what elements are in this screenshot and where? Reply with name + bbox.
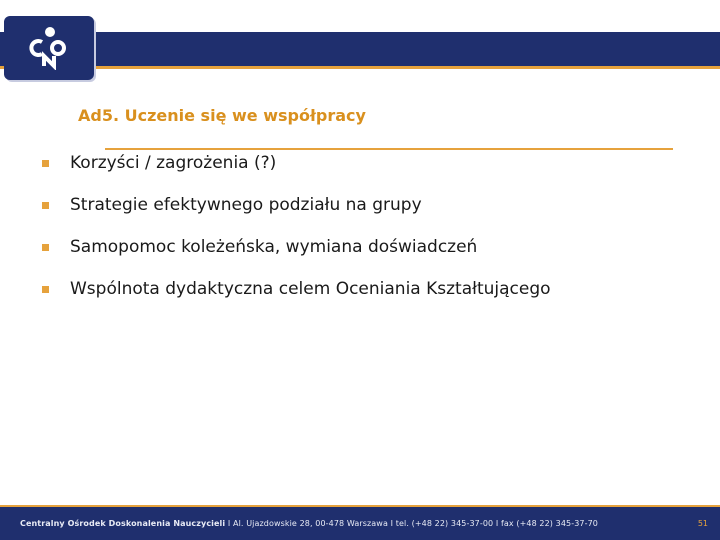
footer-text <box>20 519 598 528</box>
square-bullet-icon <box>42 286 49 293</box>
footer-tel: tel. (+48 22) 345-37-00 <box>395 519 494 528</box>
header-stripe <box>0 66 720 69</box>
footer-separator: I <box>227 519 231 528</box>
footer-address: Al. Ujazdowskie 28, 00-478 Warszawa <box>233 519 388 528</box>
bullet-text: Samopomoc koleżeńska, wymiana doświadczeń <box>70 237 478 257</box>
bullet-text: Korzyści / zagrożenia (?) <box>70 153 277 173</box>
footer-separator: I <box>495 519 499 528</box>
square-bullet-icon <box>42 244 49 251</box>
bullet-text: Wspólnota dydaktyczna celem Oceniania Kształtującego <box>70 279 551 299</box>
footer-org: Centralny Ośrodek Doskonalenia Nauczycieli <box>20 519 226 528</box>
header-band <box>0 32 720 66</box>
logo <box>4 16 94 80</box>
square-bullet-icon <box>42 202 49 209</box>
bullet-text: Strategie efektywnego podziału na grupy <box>70 195 422 215</box>
page-number: 51 <box>697 519 708 528</box>
codn-logo-icon <box>28 26 72 70</box>
footer-fax: fax (+48 22) 345-37-70 <box>500 519 598 528</box>
square-bullet-icon <box>42 160 49 167</box>
title-underline <box>105 148 673 150</box>
footer-separator: I <box>390 519 394 528</box>
slide-title: Ad5. Uczenie się we współpracy <box>78 106 366 125</box>
